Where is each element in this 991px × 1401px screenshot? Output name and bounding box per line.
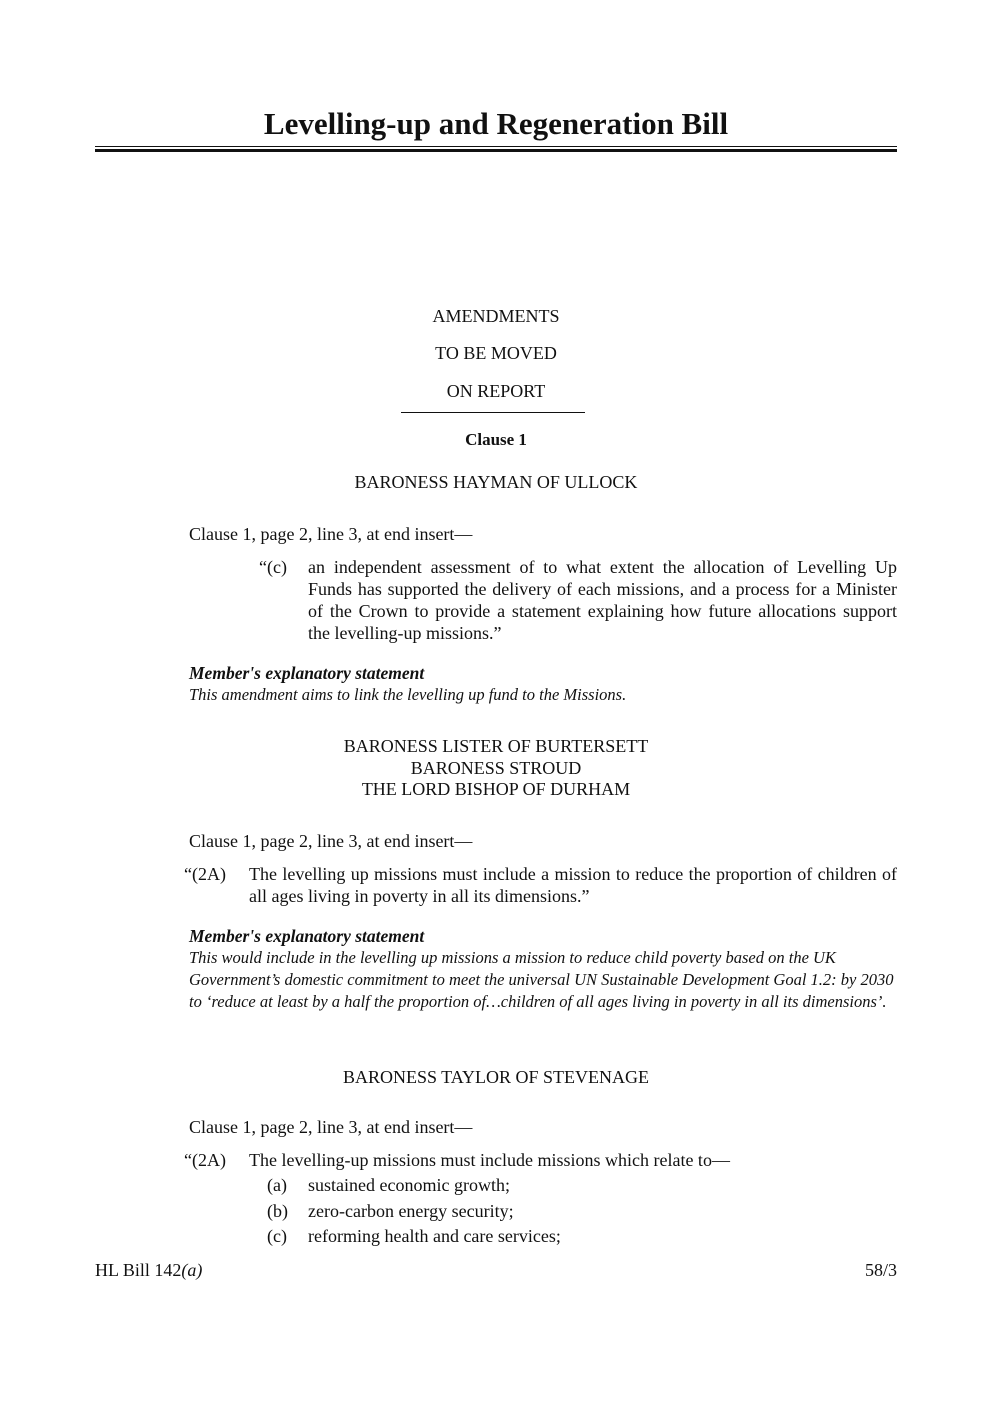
- explanatory-text: This would include in the levelling up missions a mission to reduce child poverty based on the UK Government’s domestic commitment to meet the universal UN Sustainable Development Goal 1.2: by 2030 to ‘reduce at least by a half the proportion of…children of all ages living in poverty in all its dimensions’.: [189, 948, 894, 1011]
- page-reference: 58/3: [864, 1260, 897, 1280]
- explanatory-heading: Member's explanatory statement: [189, 926, 425, 946]
- insertion-label: “(c): [259, 557, 287, 577]
- bill-reference-suffix: (a): [181, 1260, 203, 1280]
- bill-title: Levelling-up and Regeneration Bill: [263, 106, 729, 141]
- amendment-instruction: Clause 1, page 2, line 3, at end insert—: [189, 524, 473, 544]
- item-label: (c): [267, 1226, 287, 1246]
- item-text: reforming health and care services;: [308, 1226, 561, 1246]
- member-name: THE LORD BISHOP OF DURHAM: [361, 779, 631, 799]
- member-names: [95, 736, 897, 801]
- bill-reference: [95, 1260, 202, 1281]
- item-text: zero-carbon energy security;: [308, 1201, 514, 1221]
- member-name: BARONESS HAYMAN OF ULLOCK: [354, 472, 638, 492]
- heading-line-3: ON REPORT: [446, 381, 546, 401]
- item-label: (b): [267, 1201, 288, 1221]
- member-name: BARONESS STROUD: [410, 757, 582, 778]
- insertion-label: “(2A): [184, 864, 226, 884]
- item-label: (a): [267, 1175, 287, 1195]
- member-name: BARONESS LISTER OF BURTERSETT: [343, 736, 649, 756]
- insertion-text: The levelling up missions must include a mission to reduce the proportion of children of all ages living in poverty in all its dimensions.”: [249, 864, 897, 906]
- item-text: sustained economic growth;: [308, 1175, 510, 1195]
- heading-line-1: AMENDMENTS: [432, 306, 560, 326]
- title-rule: [95, 146, 897, 147]
- insertion-text: The levelling-up missions must include missions which relate to—: [249, 1150, 730, 1170]
- heading-line-2: TO BE MOVED: [435, 343, 557, 363]
- heading-rule: [401, 412, 585, 413]
- insertion-label: “(2A): [184, 1150, 226, 1170]
- title-rule-thick: [95, 149, 897, 152]
- amendment-instruction: Clause 1, page 2, line 3, at end insert—: [189, 831, 473, 851]
- member-name: BARONESS TAYLOR OF STEVENAGE: [342, 1067, 650, 1087]
- explanatory-text: This amendment aims to link the levelling up fund to the Missions.: [189, 685, 627, 704]
- insertion-text: an independent assessment of to what extent the allocation of Levelling Up Funds has supported the delivery of each missions, and a process for a Minister of the Crown to provide a statement explaining how future allocations support the levelling-up missions.”: [308, 557, 897, 643]
- amendment-instruction: Clause 1, page 2, line 3, at end insert—: [189, 1117, 473, 1137]
- bill-reference-number: HL Bill 142: [95, 1260, 182, 1280]
- explanatory-heading: Member's explanatory statement: [189, 663, 425, 683]
- clause-heading: Clause 1: [465, 430, 527, 449]
